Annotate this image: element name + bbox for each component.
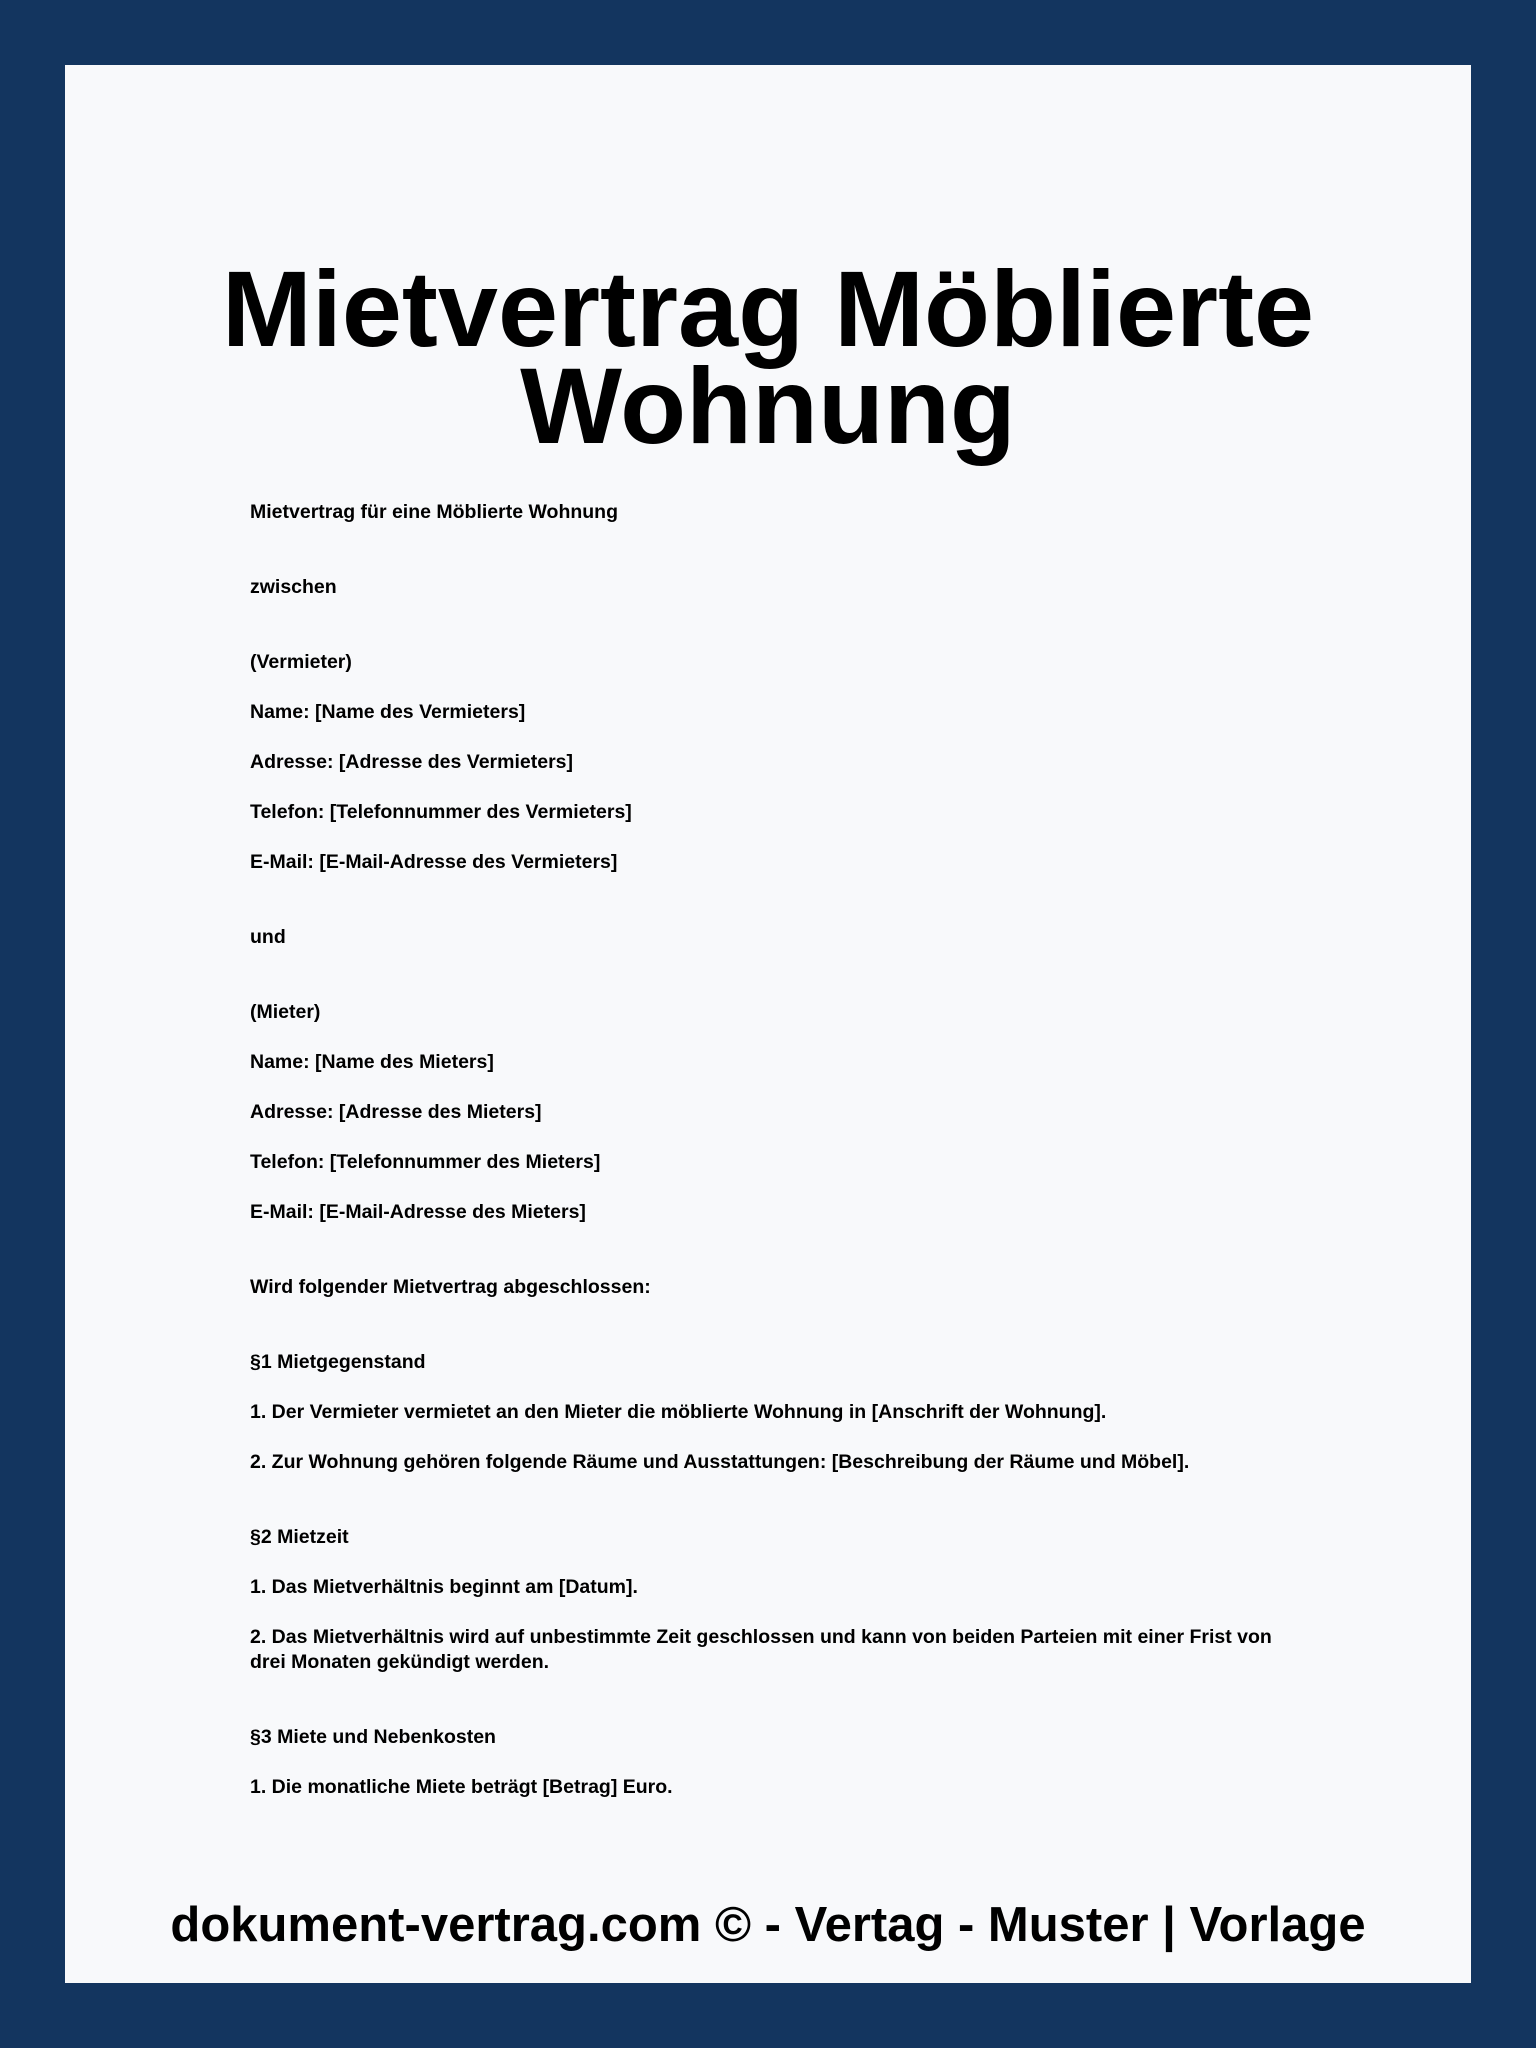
section-2-clause-1: 1. Das Mietverhältnis beginnt am [Datum]. [250,1576,638,1598]
title-line-2: Wohnung [520,345,1016,466]
tenant-label: (Mieter) [250,1001,321,1023]
section-2-clause-2: 2. Das Mietverhältnis wird auf unbestimmte Zeit geschlossen und kann von beiden Parteien mit einer Frist von drei Monaten gekündigt werden. [250,1626,1272,1673]
tenant-name: Name: [Name des Mieters] [250,1051,494,1073]
landlord-name: Name: [Name des Vermieters] [250,701,526,723]
tenant-email: E-Mail: [E-Mail-Adresse des Mieters] [250,1201,586,1223]
section-1-clause-2: 2. Zur Wohnung gehören folgende Räume und Ausstattungen: [Beschreibung der Räume und Möbel]. [250,1451,1190,1473]
between-label: zwischen [250,576,337,598]
footer-watermark: dokument-vertrag.com © - Vertag - Muster | Vorlage [170,1898,1366,1952]
section-1-clause-1: 1. Der Vermieter vermietet an den Mieter die möblierte Wohnung in [Anschrift der Wohnung]. [250,1401,1107,1423]
landlord-label: (Vermieter) [250,651,352,673]
document-page [65,65,1471,1983]
section-2-heading: §2 Mietzeit [250,1526,349,1548]
and-label: und [250,926,286,948]
section-3-clause-1: 1. Die monatliche Miete beträgt [Betrag] Euro. [250,1776,673,1798]
section-1-heading: §1 Mietgegenstand [250,1351,426,1373]
landlord-address: Adresse: [Adresse des Vermieters] [250,751,573,773]
tenant-phone: Telefon: [Telefonnummer des Mieters] [250,1151,601,1173]
landlord-email: E-Mail: [E-Mail-Adresse des Vermieters] [250,851,618,873]
document-title [65,248,1471,466]
agreement-intro: Wird folgender Mietvertrag abgeschlossen: [250,1276,651,1298]
title-line-1: Mietvertrag Möblierte [221,248,1315,369]
tenant-address: Adresse: [Adresse des Mieters] [250,1101,542,1123]
section-3-heading: §3 Miete und Nebenkosten [250,1726,496,1748]
landlord-phone: Telefon: [Telefonnummer des Vermieters] [250,801,632,823]
contract-heading: Mietvertrag für eine Möblierte Wohnung [250,501,618,523]
